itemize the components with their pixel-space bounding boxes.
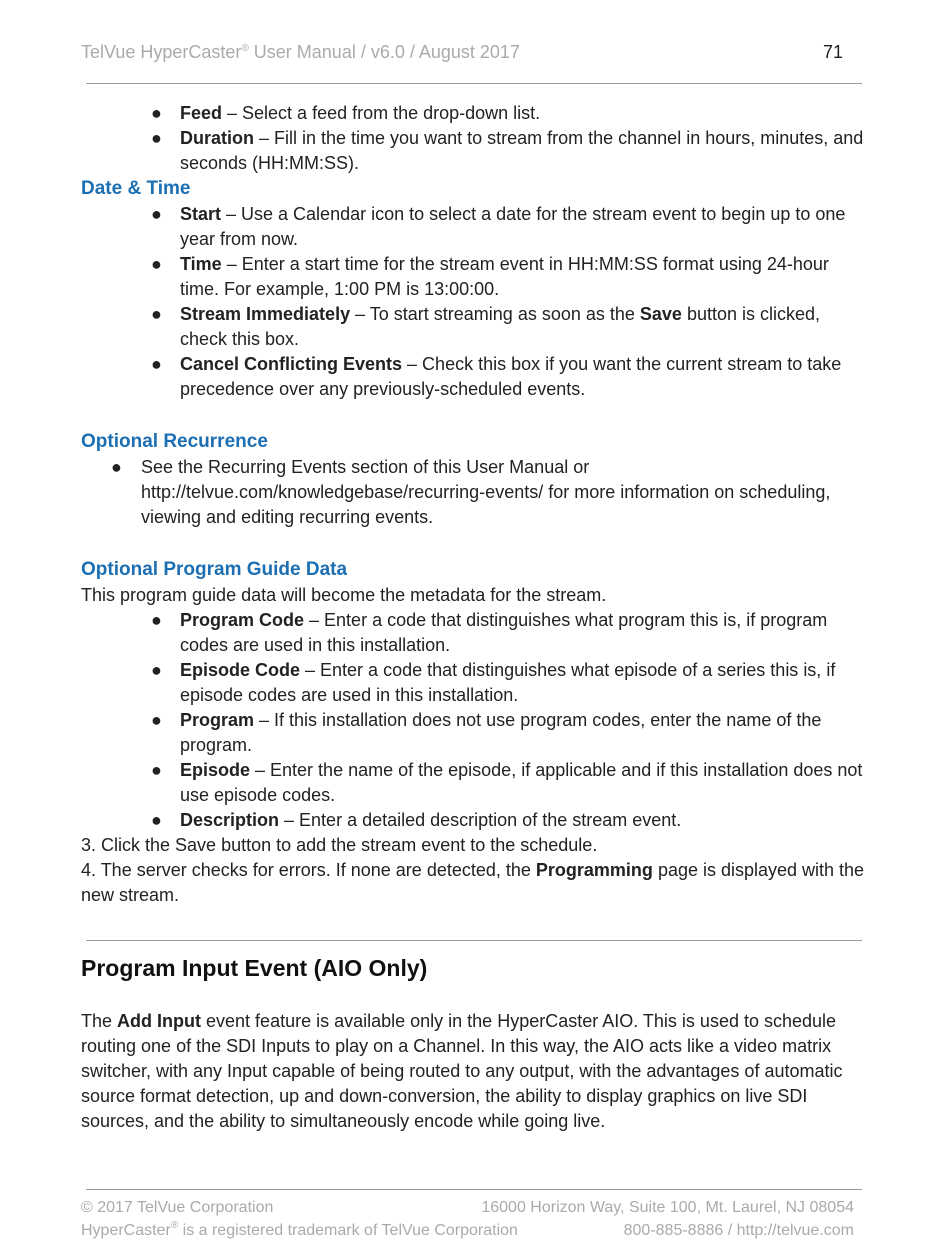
item-term: Start xyxy=(180,204,222,224)
list-item xyxy=(81,252,866,302)
item-text: – Enter a start time for the stream event in HH:MM:SS format using 24-hour time. For example, 1:00 PM is 13:00:00. xyxy=(180,254,829,299)
stream-settings-list xyxy=(81,101,866,176)
aio-text-end: event feature is available only in the HyperCaster AIO. This is used to schedule routing one of the SDI Inputs to play on a Channel. In this way, the AIO acts like a video matrix switcher, with any Input capable of being routed to any output, with the advantages of automatic source format detection, up and down-conversion, the ability to display graphics on live SDI sources, and the ability to simultaneously encode while going live. xyxy=(81,1011,843,1131)
list-item xyxy=(81,455,866,530)
spacer xyxy=(81,530,866,557)
item-term: Description xyxy=(180,810,280,830)
bullet-icon: ● xyxy=(151,103,162,123)
footer-trademark xyxy=(81,1222,518,1240)
item-term: Program xyxy=(180,710,255,730)
page-body xyxy=(81,101,866,908)
item-text: – If this installation does not use program codes, enter the name of the program. xyxy=(180,710,822,755)
item-text: See the Recurring Events section of this User Manual or http://telvue.com/knowledgebase/recurring-events/ for more information on scheduling, viewing and editing recurring events. xyxy=(141,457,831,527)
aio-text: The xyxy=(81,1011,118,1031)
item-text: – Enter the name of the episode, if applicable and if this installation does not use episode codes. xyxy=(180,760,863,805)
bullet-icon: ● xyxy=(151,760,162,780)
list-item xyxy=(81,352,866,402)
list-item xyxy=(81,758,866,808)
item-text: – Enter a detailed description of the stream event. xyxy=(279,810,682,830)
item-term: Cancel Conflicting Events xyxy=(180,354,403,374)
item-text: – Use a Calendar icon to select a date for the stream event to begin up to one year from now. xyxy=(180,204,846,249)
page-number: 71 xyxy=(822,42,843,62)
footer-copyright: © 2017 TelVue Corporation xyxy=(81,1199,274,1216)
item-text: – Enter a code that distinguishes what program this is, if program codes are used in this installation. xyxy=(180,610,828,655)
list-item xyxy=(81,126,866,176)
list-item xyxy=(81,608,866,658)
aio-paragraph xyxy=(81,1009,866,1134)
footer-contact: 800-885-8886 / http://telvue.com xyxy=(623,1222,854,1239)
recurrence-list xyxy=(81,455,866,530)
list-item xyxy=(81,708,866,758)
header-divider xyxy=(86,83,862,84)
item-term: Episode Code xyxy=(180,660,301,680)
list-item xyxy=(81,302,866,352)
section-heading-program-guide: Optional Program Guide Data xyxy=(81,559,348,580)
footer-trademark-text: HyperCaster xyxy=(81,1222,171,1239)
registered-mark: ® xyxy=(170,1220,179,1231)
header-title-text: TelVue HyperCaster xyxy=(81,42,242,62)
footer-trademark-suffix: is a registered trademark of TelVue Corporation xyxy=(178,1222,518,1239)
item-term: Duration xyxy=(180,128,254,148)
item-term: Time xyxy=(180,254,222,274)
step-4-text-end: page is displayed with the new stream. xyxy=(81,860,865,905)
item-text: – Select a feed from the drop-down list. xyxy=(222,103,541,123)
list-item xyxy=(81,202,866,252)
bullet-icon: ● xyxy=(151,610,162,630)
bullet-icon: ● xyxy=(151,204,162,224)
list-item xyxy=(81,658,866,708)
section-intro: This program guide data will become the metadata for the stream. xyxy=(81,585,607,605)
section-divider xyxy=(86,940,862,941)
date-time-list xyxy=(81,202,866,402)
bullet-icon: ● xyxy=(151,304,162,324)
program-guide-list xyxy=(81,608,866,833)
bullet-icon: ● xyxy=(151,710,162,730)
section-heading-recurrence: Optional Recurrence xyxy=(81,431,268,452)
item-term-inline: Save xyxy=(639,304,682,324)
item-term: Episode xyxy=(180,760,251,780)
list-item xyxy=(81,808,866,833)
bullet-icon: ● xyxy=(151,254,162,274)
bullet-icon: ● xyxy=(111,457,122,477)
bullet-icon: ● xyxy=(151,128,162,148)
item-term: Stream Immediately xyxy=(180,304,351,324)
list-item xyxy=(81,101,866,126)
spacer xyxy=(81,402,866,429)
section-heading-date-time: Date & Time xyxy=(81,178,191,199)
section-heading-aio: Program Input Event (AIO Only) xyxy=(81,955,428,981)
item-text: button is clicked, check this box. xyxy=(180,304,821,349)
footer-divider xyxy=(86,1189,862,1190)
header-title xyxy=(81,42,520,63)
step-4-term: Programming xyxy=(535,860,653,880)
item-text: – Check this box if you want the current stream to take precedence over any previously-scheduled events. xyxy=(180,354,842,399)
bullet-icon: ● xyxy=(151,810,162,830)
step-4 xyxy=(81,858,866,908)
item-text: – Fill in the time you want to stream from the channel in hours, minutes, and seconds (HH:MM:SS). xyxy=(180,128,864,173)
step-3: 3. Click the Save button to add the stream event to the schedule. xyxy=(81,835,598,855)
bullet-icon: ● xyxy=(151,660,162,680)
footer-address: 16000 Horizon Way, Suite 100, Mt. Laurel, NJ 08054 xyxy=(481,1199,854,1216)
item-text: – Enter a code that distinguishes what episode of a series this is, if episode codes are used in this installation. xyxy=(180,660,836,705)
registered-mark: ® xyxy=(241,43,249,54)
item-term: Feed xyxy=(180,103,223,123)
step-4-text: 4. The server checks for errors. If none are detected, the xyxy=(81,860,536,880)
header-title-suffix: User Manual / v6.0 / August 2017 xyxy=(248,42,520,62)
bullet-icon: ● xyxy=(151,354,162,374)
item-term: Program Code xyxy=(180,610,305,630)
aio-term: Add Input xyxy=(117,1011,202,1031)
item-text: – To start streaming as soon as the xyxy=(350,304,640,324)
